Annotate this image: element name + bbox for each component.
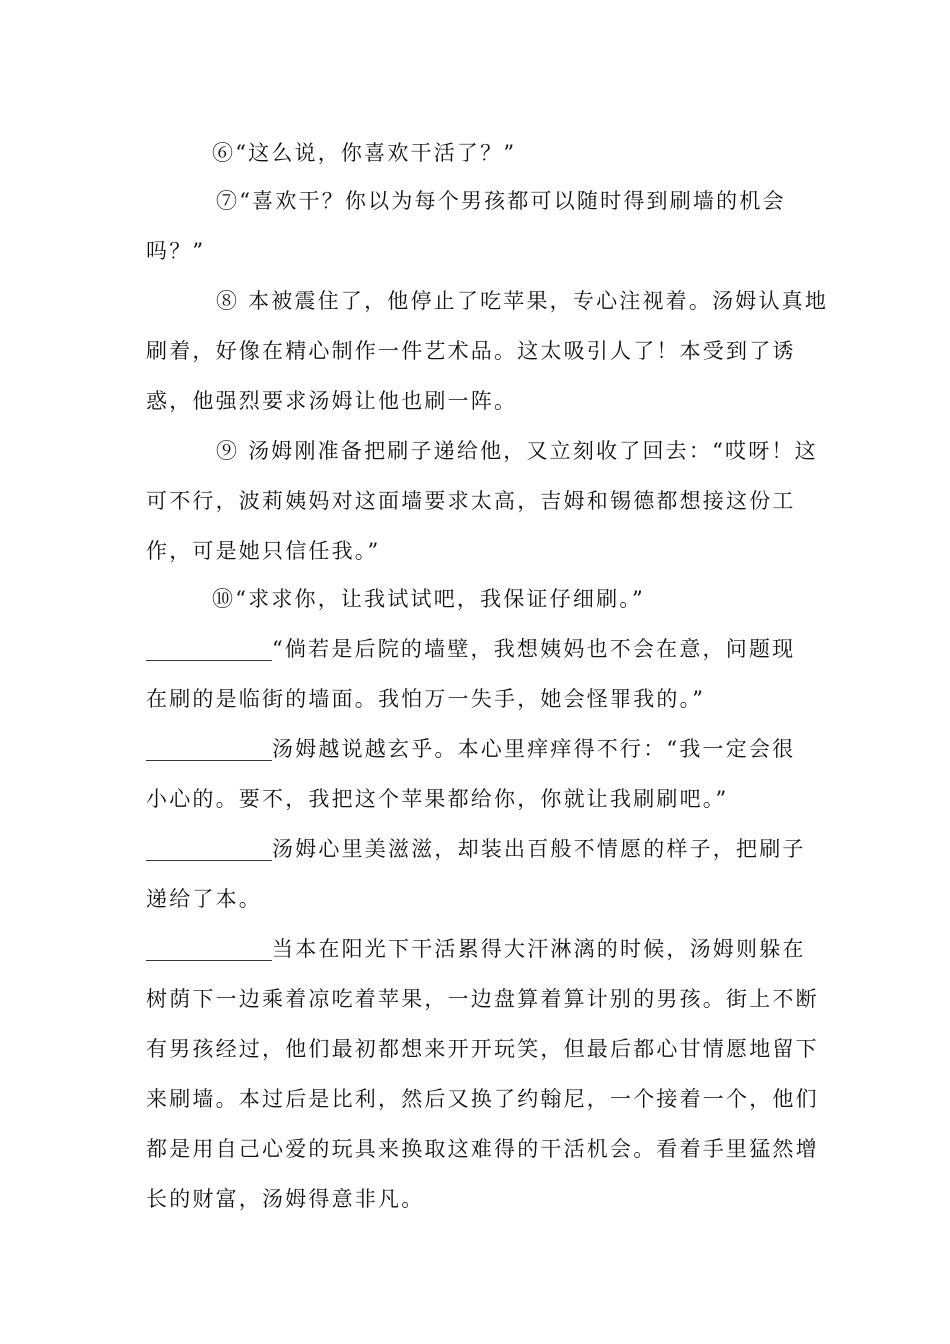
paragraph-9-line-3: 作，可是她只信任我。”	[146, 539, 381, 563]
paragraph-14-line-2: 树荫下一边乘着凉吃着苹果，一边盘算着算计别的男孩。街上不断	[146, 987, 819, 1011]
paragraph-12-line-1	[146, 734, 816, 764]
paragraph-13-text: 汤姆心里美滋滋，却装出百般不情愿的样子，把刷子	[272, 837, 806, 861]
paragraph-12-line-2: 小心的。要不，我把这个苹果都给你，你就让我刷刷吧。”	[146, 787, 729, 811]
paragraph-14-line-4: 来刷墙。本过后是比利，然后又换了约翰尼，一个接着一个，他们	[146, 1087, 819, 1111]
paragraph-13-line-1	[146, 834, 816, 864]
paragraph-14-line-5: 都是用自己心爱的玩具来换取这难得的干活机会。看着手里猛然增	[146, 1137, 819, 1161]
fill-in-blank-2: ____________	[146, 737, 272, 761]
paragraph-10: ⑩“求求你，让我试试吧，我保证仔细刷。”	[212, 587, 645, 611]
paragraph-11-text: “倘若是后院的墙壁，我想姨妈也不会在意，问题现	[272, 637, 796, 661]
paragraph-13-line-2: 递给了本。	[146, 887, 262, 911]
fill-in-blank-3: ____________	[146, 837, 272, 861]
paragraph-11-line-2: 在刷的是临街的墙面。我怕万一失手，她会怪罪我的。”	[146, 687, 706, 711]
fill-in-blank-1: ____________	[146, 637, 272, 661]
paragraph-12-text: 汤姆越说越玄乎。本心里痒痒得不行：“我一定会很	[272, 737, 796, 761]
paragraph-14-line-1	[146, 934, 816, 964]
paragraph-8-line-1: ⑧ 本被震住了，他停止了吃苹果，专心注视着。汤姆认真地	[216, 289, 829, 313]
paragraph-11-line-1	[146, 634, 816, 664]
paragraph-14-line-3: 有男孩经过，他们最初都想来开开玩笑，但最后都心甘情愿地留下	[146, 1037, 819, 1061]
paragraph-7-line-2: 吗？”	[146, 239, 206, 263]
paragraph-14-text: 当本在阳光下干活累得大汗淋漓的时候，汤姆则躲在	[272, 937, 806, 961]
paragraph-14-line-6: 长的财富，汤姆得意非凡。	[146, 1187, 425, 1211]
paragraph-6: ⑥“这么说，你喜欢干活了？”	[212, 141, 517, 165]
paragraph-9-line-2: 可不行，波莉姨妈对这面墙要求太高，吉姆和锡德都想接这份工	[146, 489, 796, 513]
paragraph-8-line-3: 惑，他强烈要求汤姆让他也刷一阵。	[146, 389, 518, 413]
fill-in-blank-4: ____________	[146, 937, 272, 961]
paragraph-9-line-1: ⑨ 汤姆刚准备把刷子递给他，又立刻收了回去：“哎呀！这	[216, 439, 818, 463]
paragraph-8-line-2: 刷着，好像在精心制作一件艺术品。这太吸引人了！本受到了诱	[146, 339, 796, 363]
paragraph-7-line-1: ⑦“喜欢干？你以为每个男孩都可以随时得到刷墙的机会	[216, 189, 786, 213]
